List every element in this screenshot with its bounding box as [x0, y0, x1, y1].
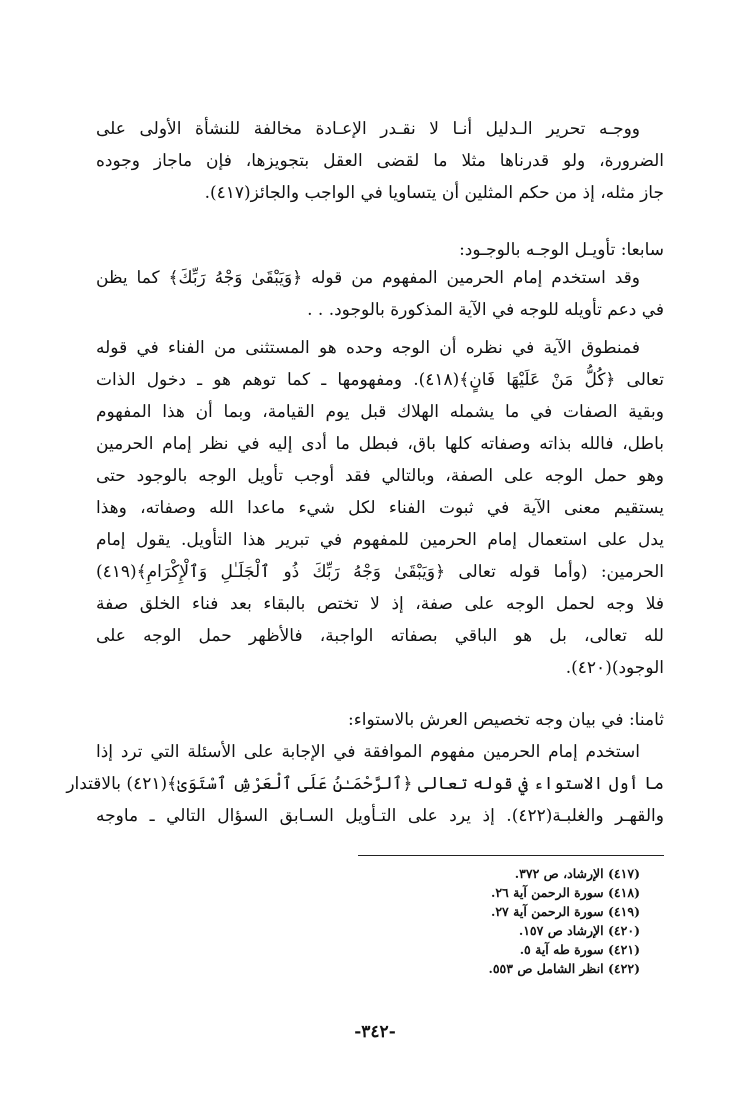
- text-line: جاز مثله، إذ من حكم المثلين أن يتساويا في الواجب والجائز(٤١٧).: [204, 183, 664, 203]
- text-line: فلا وجه لحمل الوجه على صفة، إذ لا تختص بالبقاء بعد فناء الخلق صفة: [96, 594, 664, 614]
- footnote-separator: [358, 855, 664, 856]
- text-line: وهو حمل الوجه على الصفة، وبالتالي فقد أوجب تأويل الوجه بالوجود حتى: [96, 466, 664, 486]
- page-number: -٣٤٢-: [354, 1022, 396, 1042]
- section-heading-eighth: ثامنا: في بيان وجه تخصيص العرش بالاستواء:: [348, 710, 664, 730]
- text-line: ما أول الاستواء في قوله تعالى ﴿ٱلرَّحْمَـٰنُ عَلَى ٱلْعَرْشِ ٱسْتَوَىٰ﴾(٤٢١) بالاقتدار: [66, 774, 664, 794]
- footnote: (٤١٨) سورة الرحمن آية ٢٦.: [490, 885, 640, 900]
- text-line: الحرمين: (وأما قوله تعالى ﴿وَيَبْقَىٰ وَجْهُ رَبِّكَ ذُو ٱلْجَلَـٰلِ وَٱلْإِكْرَامِ﴾(٤١٩): [96, 562, 664, 582]
- text-line: الضرورة، ولو قدرناها مثلا ما لقضى العقل بتجويزها، فإن ماجاز وجوده: [96, 151, 664, 171]
- text-line: تعالى ﴿كُلُّ مَنْ عَلَيْهَا فَانٍ﴾(٤١٨). ومفهومها ـ كما توهم هو ـ دخول الذات: [96, 370, 664, 390]
- text-line: يدل على استعمال إمام الحرمين للمفهوم في تبرير هذا التأويل. يقول إمام: [96, 530, 664, 550]
- text-line: الوجود)(٤٢٠).: [565, 658, 664, 678]
- footnote: (٤١٩) سورة الرحمن آية ٢٧.: [490, 904, 640, 919]
- text-line: في دعم تأويله للوجه في الآية المذكورة بالوجود. . .: [307, 300, 664, 320]
- section-heading-seventh: سابعا: تأويـل الوجـه بالوجـود:: [459, 240, 664, 260]
- text-line: وبقية الصفات في ما يشمله الهلاك قبل يوم القيامة، وبما أن هذا المفهوم: [96, 402, 664, 422]
- text-line: فمنطوق الآية في نظره أن الوجه وحده هو المستثنى من الفناء في قوله: [96, 338, 640, 358]
- text-line: باطل، فالله بذاته وصفاته كلها باق، فبطل ما أدى إليه في نظر إمام الحرمين: [96, 434, 664, 454]
- text-line: وقد استخدم إمام الحرمين المفهوم من قوله ﴿وَيَبْقَىٰ وَجْهُ رَبِّكَ﴾ كما يظن: [96, 268, 640, 288]
- footnote: (٤٢٢) انظر الشامل ص ٥٥٣.: [488, 961, 640, 976]
- text-line: ووجـه تحرير الـدليل أنـا لا نقـدر الإعـادة مخالفة للنشأة الأولى على: [96, 119, 640, 139]
- footnote: (٤١٧) الإرشاد، ص ٣٧٢.: [514, 866, 640, 881]
- text-line: لله تعالى، بل هو الباقي بصفاته الواجبة، فالأظهر حمل الوجه على: [96, 626, 664, 646]
- footnote: (٤٢١) سورة طه آية ٥.: [519, 942, 640, 957]
- footnote: (٤٢٠) الإرشاد ص ١٥٧.: [518, 923, 640, 938]
- text-line: استخدم إمام الحرمين مفهوم الموافقة في الإجابة على الأسئلة التي ترد إذا: [96, 742, 640, 762]
- text-line: والقهـر والغلبـة(٤٢٢). إذ يرد على التـأويل السـابق السؤال التالي ـ ماوجه: [96, 806, 664, 826]
- text-line: يستقيم معنى الآية في ثبوت الفناء لكل شيء ماعدا الله وصفاته، وهذا: [96, 498, 664, 518]
